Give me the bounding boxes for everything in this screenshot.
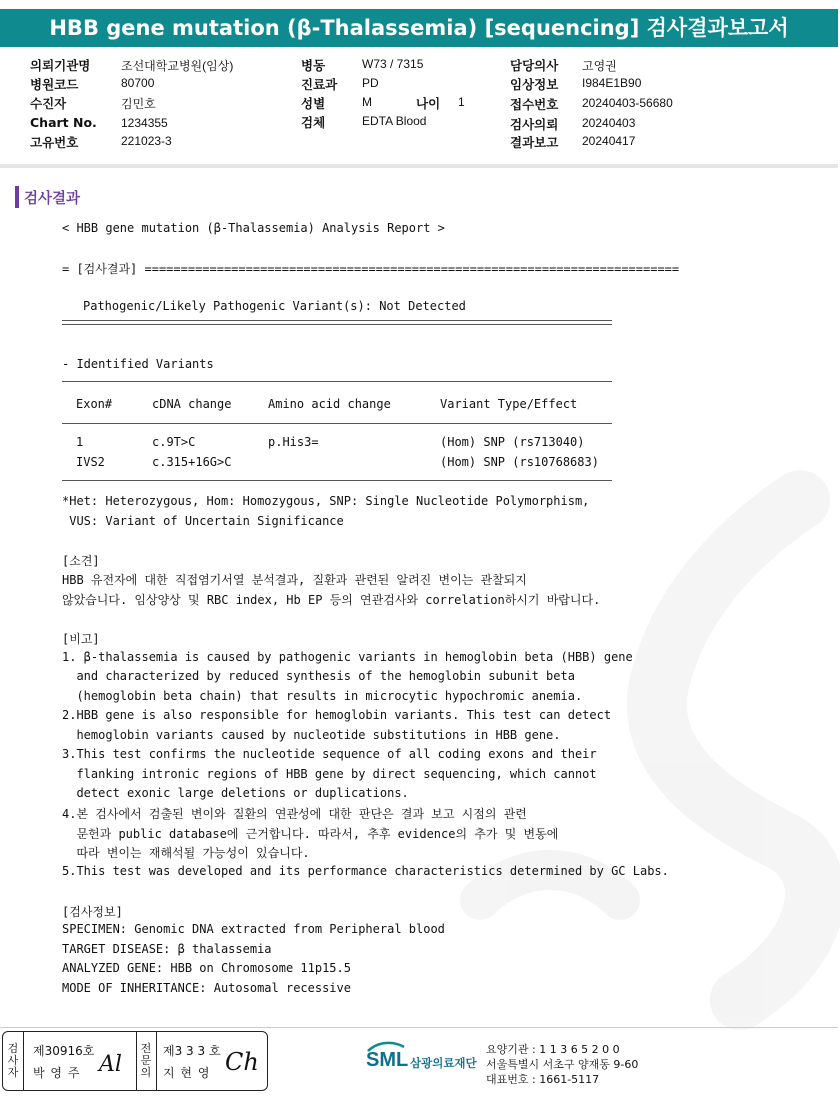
section-accent-bar (15, 186, 19, 208)
info-value: I984E1B90 (582, 76, 642, 90)
remarks-line: 문헌과 public database에 근거합니다. 따라서, 추후 evidence의 추가 및 변동에 (62, 827, 559, 841)
table-header-rule (62, 423, 612, 424)
identified-label: - Identified Variants (62, 357, 214, 371)
tester-label-text: 검사자 (7, 1042, 19, 1079)
remarks-line: flanking intronic regions of HBB gene by direct sequencing, which cannot (62, 767, 597, 781)
logo-text: SML (366, 1049, 409, 1071)
org-logo (366, 1043, 486, 1077)
info-label: 결과보고 (510, 135, 559, 150)
tester-signature: Al (99, 1052, 122, 1077)
info-value: 김민호 (121, 97, 156, 111)
tester-label (6, 1043, 20, 1079)
cell-type: (Hom) SNP (rs713040) (440, 435, 585, 449)
report-title: HBB gene mutation (β-Thalassemia) [sequencing] 검사결과보고서 (0, 9, 838, 47)
table-bottom-rule (62, 480, 612, 481)
result-header: = [검사결과] ========================================================================== (62, 262, 680, 276)
result-line: Pathogenic/Likely Pathogenic Variant(s): Not Detected (83, 299, 466, 313)
remarks-line: detect exonic large deletions or duplications. (62, 786, 409, 800)
cell-cdna: c.9T>C (152, 435, 196, 449)
info-label: Chart No. (30, 115, 97, 130)
header-separator (0, 164, 838, 168)
info-label: 성별 (301, 96, 326, 111)
info-label: 병동 (301, 58, 326, 73)
age-label: 나이 (416, 96, 441, 111)
info-value: 고영권 (582, 59, 617, 73)
info-label: 고유번호 (30, 135, 79, 150)
col-header-amino: Amino acid change (268, 397, 391, 411)
phone: 대표번호 : 1661-5117 (486, 1073, 600, 1086)
divider (136, 1032, 137, 1090)
reviewer-label (139, 1043, 153, 1079)
remarks-line: 4.본 검사에서 검출된 변이와 질환의 연관성에 대한 판단은 결과 보고 시점의 관련 (62, 807, 527, 821)
tester-number: 제30916호 (33, 1044, 95, 1058)
test-info-line: MODE OF INHERITANCE: Autosomal recessive (62, 981, 351, 995)
info-label: 진료과 (301, 77, 338, 92)
footer-divider (0, 1027, 838, 1028)
care-code: 요양기관 : 1 1 3 6 5 2 0 0 (486, 1043, 620, 1056)
test-info-line: ANALYZED GENE: HBB on Chromosome 11p15.5 (62, 961, 351, 975)
remarks-line: 3.This test confirms the nucleotide sequence of all coding exons and their (62, 747, 597, 761)
remarks-line: (hemoglobin beta chain) that results in microcytic hypochromic anemia. (62, 689, 583, 703)
address: 서울특별시 서초구 양재동 9-60 (486, 1058, 639, 1071)
cell-cdna: c.315+16G>C (152, 455, 232, 469)
footnote: *Het: Heterozygous, Hom: Homozygous, SNP: Single Nucleotide Polymorphism, (62, 494, 590, 508)
remarks-line: hemoglobin variants caused by nucleotide substitutions in HBB gene. (62, 728, 561, 742)
reviewer-name: 지 현 영 (163, 1066, 211, 1080)
remarks-line: 2.HBB gene is also responsible for hemoglobin variants. This test can detect (62, 708, 612, 722)
cell-amino: p.His3= (268, 435, 319, 449)
signature-box (2, 1031, 268, 1091)
info-label: 접수번호 (510, 97, 559, 112)
info-value: 20240403 (582, 116, 636, 130)
info-value: M (362, 95, 372, 109)
cell-exon: 1 (76, 435, 84, 449)
test-info-line: TARGET DISEASE: β thalassemia (62, 942, 272, 956)
tester-name: 박 영 주 (33, 1066, 81, 1080)
info-value: EDTA Blood (362, 114, 427, 128)
cell-type: (Hom) SNP (rs10768683) (440, 455, 599, 469)
opinion-line: HBB 유전자에 대한 직접염기서열 분석결과, 질환과 관련된 알려진 변이는 관찰되지 (62, 573, 527, 587)
remarks-label: [비고] (62, 632, 100, 646)
info-value: 조선대학교병원(임상) (121, 59, 234, 73)
info-value: W73 / 7315 (362, 57, 424, 71)
report-heading: < HBB gene mutation (β-Thalassemia) Analysis Report > (62, 221, 445, 235)
reviewer-signature: Ch (225, 1048, 259, 1076)
info-value: 1234355 (121, 116, 168, 130)
info-label: 임상정보 (510, 77, 559, 92)
cell-exon: IVS2 (76, 455, 105, 469)
col-header-cdna: cDNA change (152, 397, 232, 411)
col-header-type: Variant Type/Effect (440, 397, 578, 411)
test-info-label: [검사정보] (62, 905, 123, 919)
double-rule (62, 320, 612, 325)
info-label: 검체 (301, 115, 326, 130)
info-label: 병원코드 (30, 77, 79, 92)
remarks-line: 5.This test was developed and its performance characteristics determined by GC Labs. (62, 864, 669, 878)
section-title: 검사결과 (24, 191, 81, 207)
info-value: 80700 (121, 76, 155, 90)
remarks-line: 1. β-thalassemia is caused by pathogenic variants in hemoglobin beta (HBB) gene (62, 650, 633, 664)
reviewer-number: 제3 3 3 호 (163, 1044, 221, 1058)
test-info-line: SPECIMEN: Genomic DNA extracted from Peripheral blood (62, 922, 445, 936)
reviewer-label-text: 전문의 (140, 1042, 152, 1079)
age-value: 1 (458, 95, 465, 109)
footnote: VUS: Variant of Uncertain Significance (62, 514, 344, 528)
info-value: 221023-3 (121, 134, 172, 148)
info-value: 20240417 (582, 134, 636, 148)
info-label: 담당의사 (510, 58, 559, 73)
opinion-line: 않았습니다. 임상양상 및 RBC index, Hb EP 등의 연관검사와 correlation하시기 바랍니다. (62, 593, 601, 607)
info-value: PD (362, 76, 379, 90)
table-top-rule (62, 381, 612, 382)
remarks-line: and characterized by reduced synthesis of the hemoglobin subunit beta (62, 669, 575, 683)
info-label: 검사의뢰 (510, 117, 559, 132)
info-value: 20240403-56680 (582, 96, 673, 110)
divider (156, 1032, 157, 1090)
remarks-line: 따라 변이는 재해석될 가능성이 있습니다. (62, 846, 310, 860)
info-label: 수진자 (30, 96, 67, 111)
opinion-label: [소견] (62, 554, 100, 568)
info-label: 의뢰기관명 (30, 58, 91, 73)
col-header-exon: Exon# (76, 397, 113, 411)
divider (23, 1032, 24, 1090)
org-name: 삼광의료재단 (410, 1056, 477, 1070)
